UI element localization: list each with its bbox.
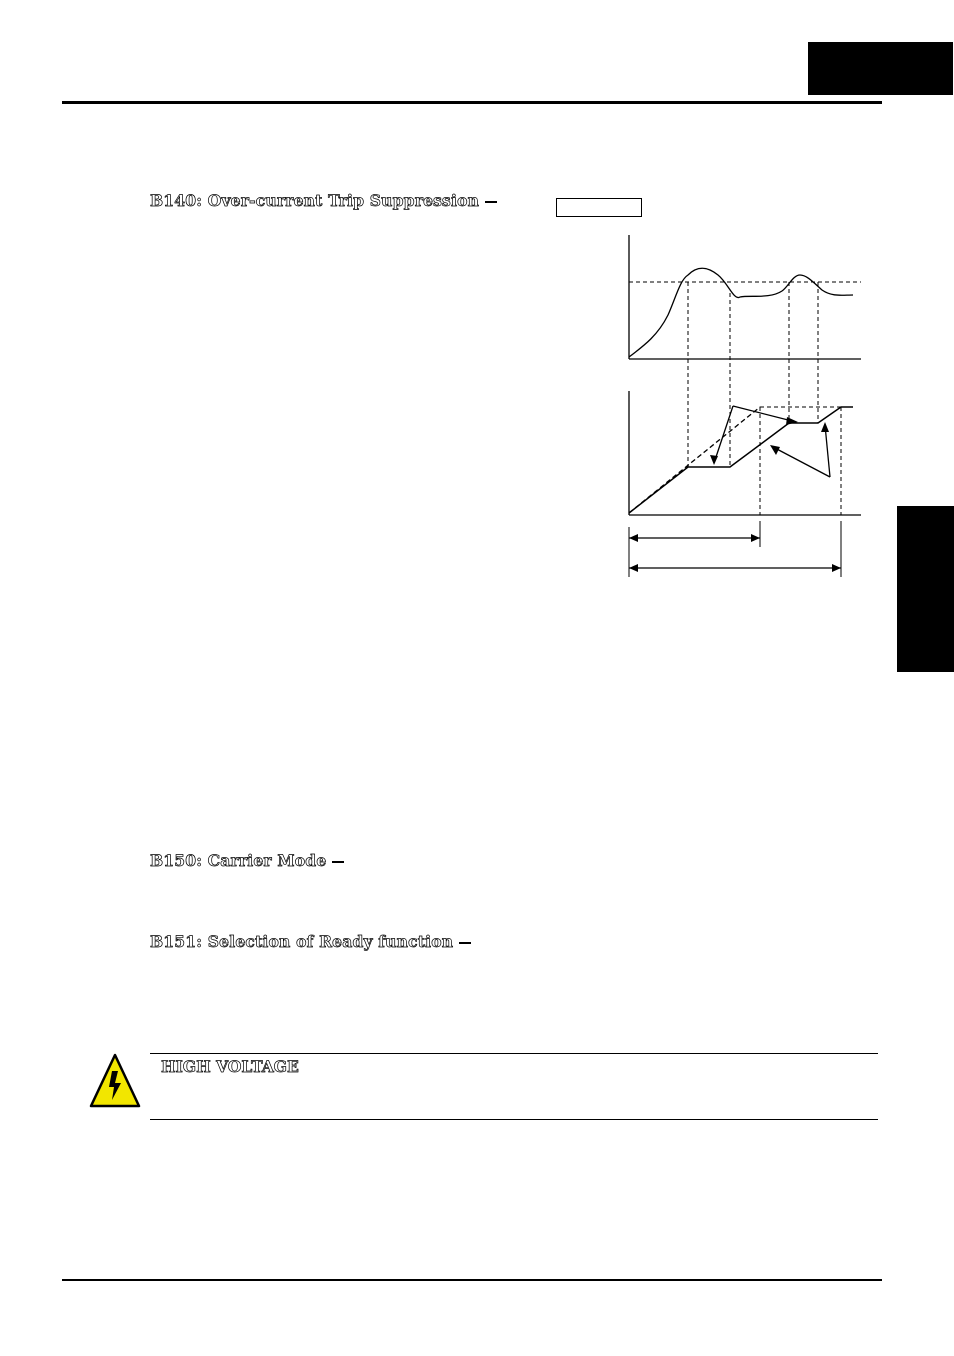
heading-dash xyxy=(332,861,344,863)
footer-rule xyxy=(62,1279,882,1281)
high-voltage-warning-icon xyxy=(88,1052,142,1110)
heading-dash xyxy=(485,201,497,203)
b140-heading xyxy=(150,191,497,211)
b150-heading xyxy=(150,851,344,871)
header-rule xyxy=(62,101,882,104)
heading-dash xyxy=(459,942,471,944)
chart-caption-box xyxy=(556,198,642,217)
callout-line-4 xyxy=(825,425,830,477)
arrow-heads xyxy=(629,417,841,572)
callout-line-3 xyxy=(773,447,830,477)
b151-heading-text: B151: Selection of Ready function xyxy=(150,932,454,951)
callout-line-2 xyxy=(733,406,796,422)
trip-suppression-diagram xyxy=(600,225,870,580)
vertical-guides xyxy=(688,282,841,515)
warning-top-rule xyxy=(150,1053,878,1054)
b151-heading xyxy=(150,932,471,952)
warning-bottom-rule xyxy=(150,1119,878,1120)
actual-frequency-ramp xyxy=(629,407,853,513)
b140-heading-text: B140: Over-current Trip Suppression xyxy=(150,191,480,210)
chapter-tab xyxy=(808,42,953,95)
side-thumb-tab xyxy=(897,506,954,672)
warning-heading: HIGH VOLTAGE xyxy=(161,1057,299,1076)
b150-heading-text: B150: Carrier Mode xyxy=(150,851,327,870)
